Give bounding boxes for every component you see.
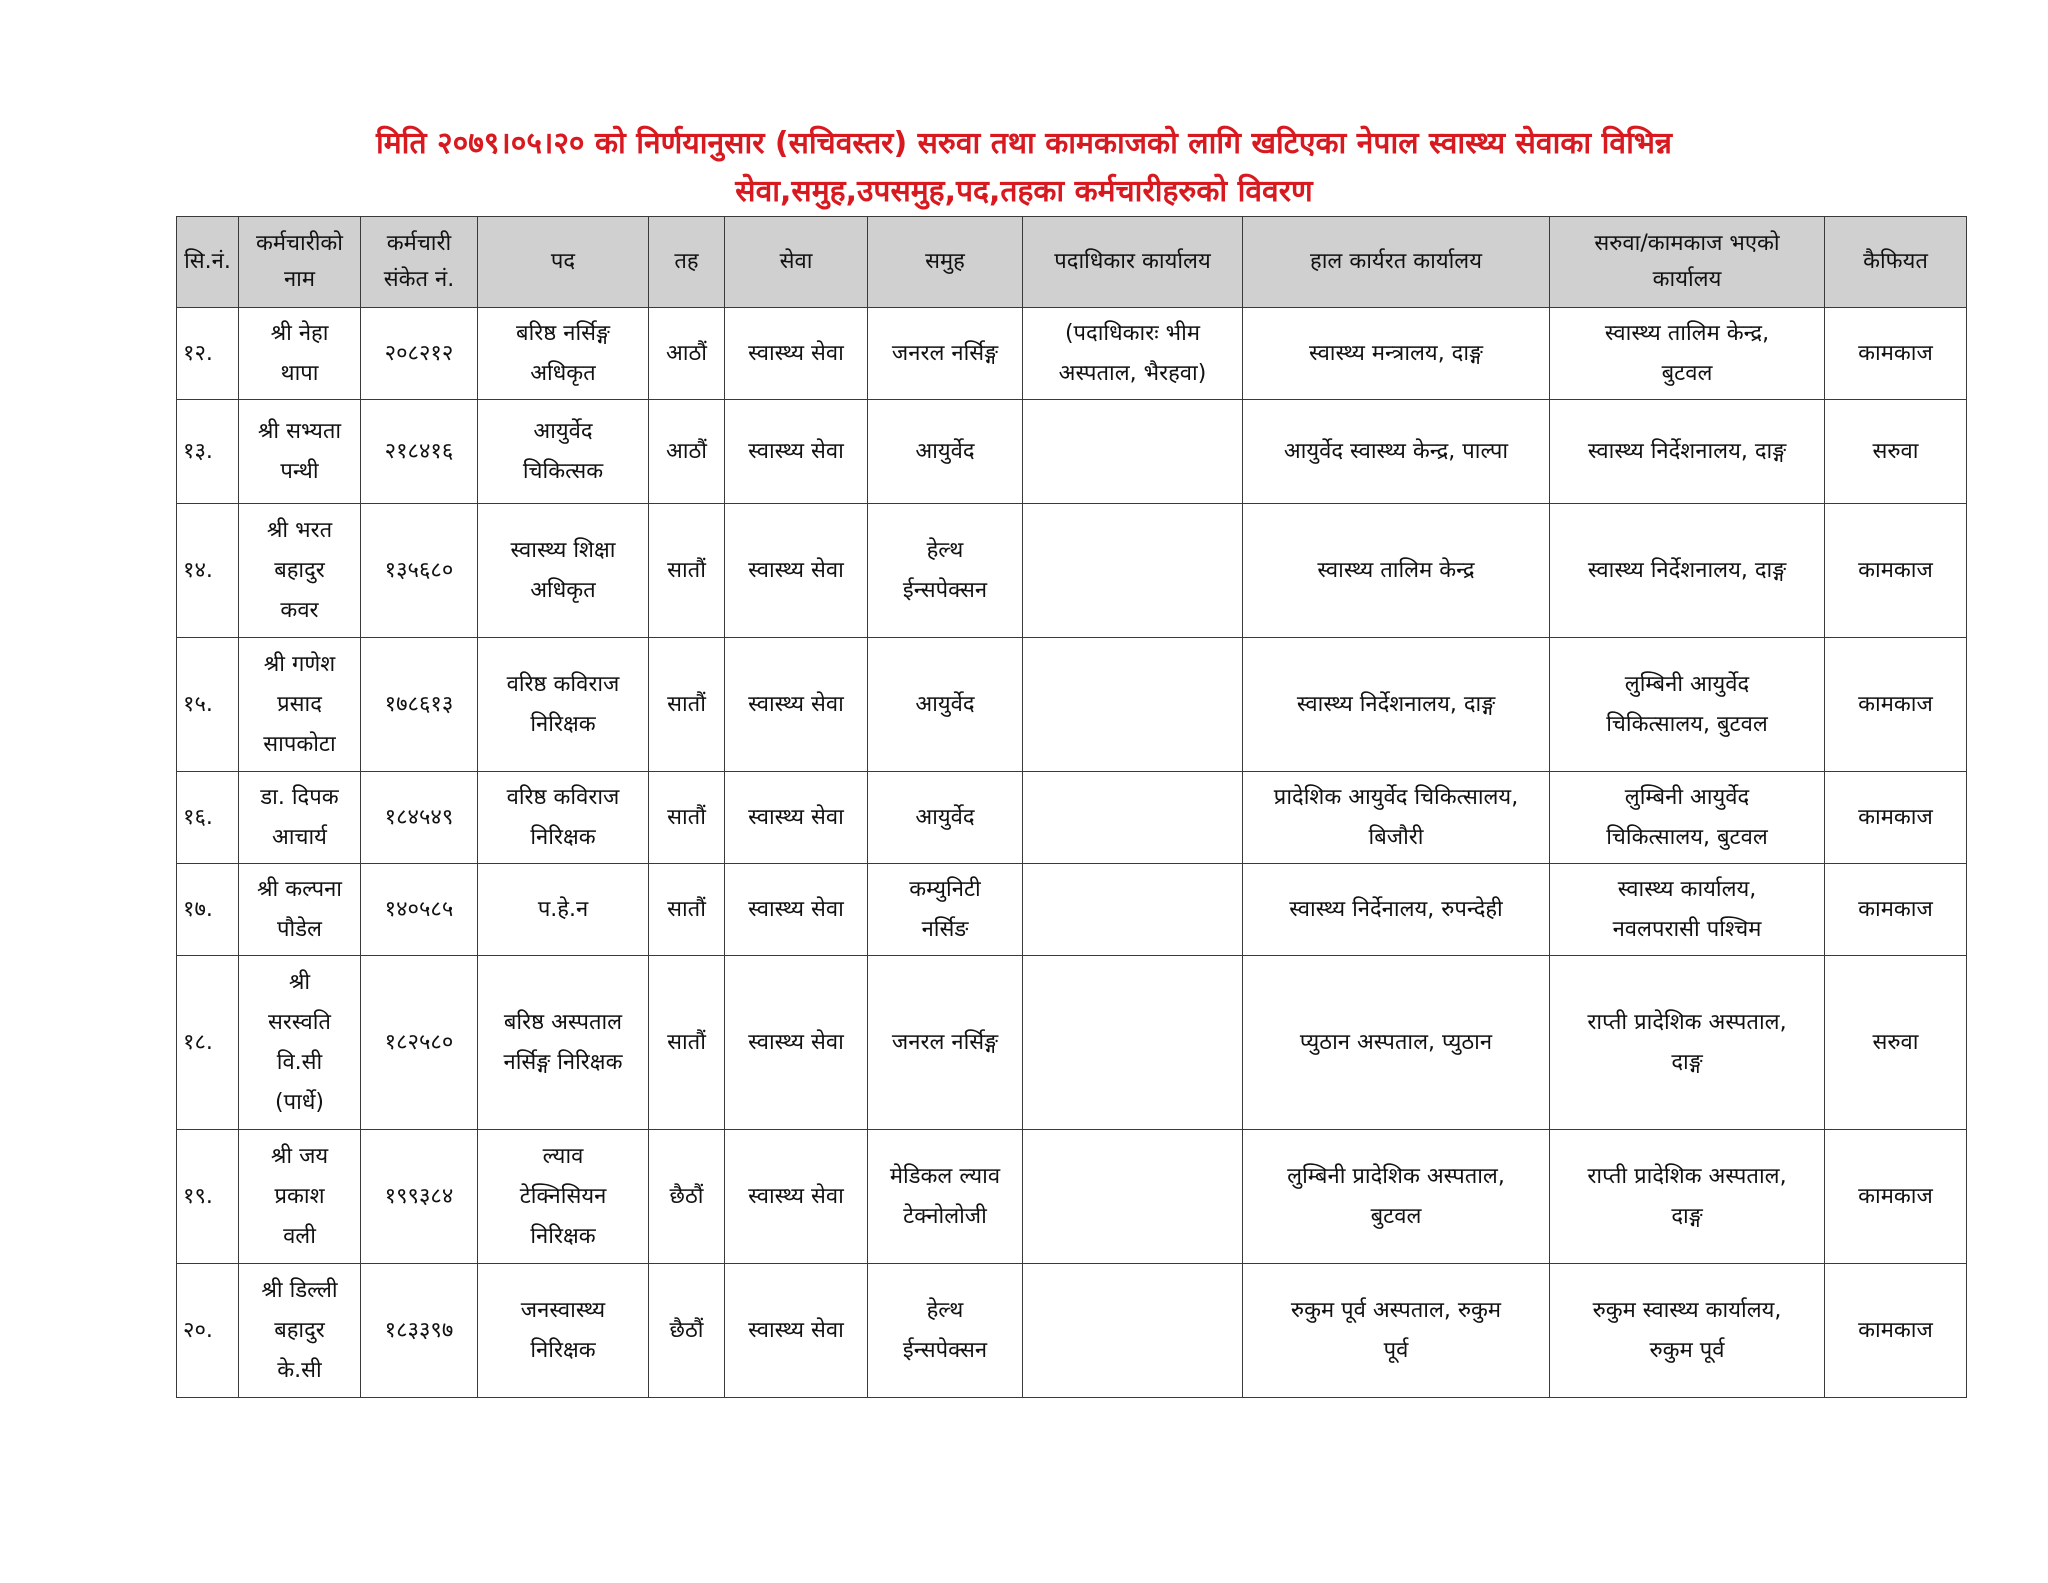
cell-service: स्वास्थ्य सेवा <box>725 1130 868 1264</box>
cell-group: हेल्थ ईन्सपेक्सन <box>868 504 1023 638</box>
header-group: समुह <box>868 217 1023 308</box>
cell-current-office: स्वास्थ्य मन्त्रालय, दाङ्ग <box>1243 308 1550 400</box>
table-row <box>177 504 1967 638</box>
cell-post: स्वास्थ्य शिक्षा अधिकृत <box>478 504 649 638</box>
cell-lien-office <box>1023 1130 1243 1264</box>
table-header-row <box>177 217 1967 308</box>
cell-group: हेल्थ ईन्सपेक्सन <box>868 1264 1023 1398</box>
cell-current-office: प्युठान अस्पताल, प्युठान <box>1243 956 1550 1130</box>
header-level: तह <box>649 217 725 308</box>
cell-service: स्वास्थ्य सेवा <box>725 308 868 400</box>
cell-serial-number: १२. <box>177 308 239 400</box>
cell-transfer-office: राप्ती प्रादेशिक अस्पताल, दाङ्ग <box>1550 956 1825 1130</box>
cell-employee-code: १४०५८५ <box>361 864 478 956</box>
cell-post: बरिष्ठ नर्सिङ्ग अधिकृत <box>478 308 649 400</box>
cell-transfer-office: रुकुम स्वास्थ्य कार्यालय, रुकुम पूर्व <box>1550 1264 1825 1398</box>
header-serial-number: सि.नं. <box>177 217 239 308</box>
header-post: पद <box>478 217 649 308</box>
cell-level: सातौं <box>649 956 725 1130</box>
cell-employee-code: १८३३९७ <box>361 1264 478 1398</box>
cell-employee-name: श्री भरत बहादुर कवर <box>239 504 361 638</box>
cell-post: जनस्वास्थ्य निरिक्षक <box>478 1264 649 1398</box>
cell-service: स्वास्थ्य सेवा <box>725 956 868 1130</box>
cell-post: प.हे.न <box>478 864 649 956</box>
cell-lien-office <box>1023 638 1243 772</box>
cell-serial-number: १४. <box>177 504 239 638</box>
cell-group: मेडिकल ल्याव टेक्नोलोजी <box>868 1130 1023 1264</box>
cell-current-office: लुम्बिनी प्रादेशिक अस्पताल, बुटवल <box>1243 1130 1550 1264</box>
cell-current-office: स्वास्थ्य तालिम केन्द्र <box>1243 504 1550 638</box>
header-employee-name: कर्मचारीको नाम <box>239 217 361 308</box>
cell-lien-office <box>1023 1264 1243 1398</box>
cell-serial-number: १७. <box>177 864 239 956</box>
cell-transfer-office: स्वास्थ्य निर्देशनालय, दाङ्ग <box>1550 400 1825 504</box>
cell-service: स्वास्थ्य सेवा <box>725 400 868 504</box>
title-line-2: सेवा,समुह,उपसमुह,पद,तहका कर्मचारीहरुको विवरण <box>735 174 1313 209</box>
cell-lien-office: (पदाधिकारः भीम अस्पताल, भैरहवा) <box>1023 308 1243 400</box>
table-row <box>177 864 1967 956</box>
cell-employee-name: श्री नेहा थापा <box>239 308 361 400</box>
cell-employee-code: १३५६८० <box>361 504 478 638</box>
cell-remarks: कामकाज <box>1825 864 1967 956</box>
header-lien-office: पदाधिकार कार्यालय <box>1023 217 1243 308</box>
cell-serial-number: १३. <box>177 400 239 504</box>
table-row <box>177 400 1967 504</box>
cell-current-office: स्वास्थ्य निर्देशनालय, दाङ्ग <box>1243 638 1550 772</box>
cell-group: जनरल नर्सिङ्ग <box>868 956 1023 1130</box>
cell-employee-name: श्री कल्पना पौडेल <box>239 864 361 956</box>
table-row <box>177 772 1967 864</box>
cell-post: आयुर्वेद चिकित्सक <box>478 400 649 504</box>
cell-transfer-office: स्वास्थ्य तालिम केन्द्र, बुटवल <box>1550 308 1825 400</box>
cell-employee-name: श्री गणेश प्रसाद सापकोटा <box>239 638 361 772</box>
cell-remarks: कामकाज <box>1825 772 1967 864</box>
cell-transfer-office: लुम्बिनी आयुर्वेद चिकित्सालय, बुटवल <box>1550 772 1825 864</box>
cell-transfer-office: राप्ती प्रादेशिक अस्पताल, दाङ्ग <box>1550 1130 1825 1264</box>
cell-service: स्वास्थ्य सेवा <box>725 504 868 638</box>
cell-employee-name: श्री डिल्ली बहादुर के.सी <box>239 1264 361 1398</box>
cell-lien-office <box>1023 864 1243 956</box>
cell-serial-number: १८. <box>177 956 239 1130</box>
table-body <box>177 308 1967 1398</box>
cell-post: वरिष्ठ कविराज निरिक्षक <box>478 638 649 772</box>
cell-transfer-office: स्वास्थ्य निर्देशनालय, दाङ्ग <box>1550 504 1825 638</box>
cell-service: स्वास्थ्य सेवा <box>725 864 868 956</box>
cell-remarks: कामकाज <box>1825 1264 1967 1398</box>
cell-transfer-office: स्वास्थ्य कार्यालय, नवलपरासी पश्चिम <box>1550 864 1825 956</box>
cell-level: छैठौं <box>649 1264 725 1398</box>
cell-post: वरिष्ठ कविराज निरिक्षक <box>478 772 649 864</box>
cell-current-office: रुकुम पूर्व अस्पताल, रुकुम पूर्व <box>1243 1264 1550 1398</box>
cell-group: आयुर्वेद <box>868 638 1023 772</box>
cell-group: कम्युनिटी नर्सिङ <box>868 864 1023 956</box>
cell-level: सातौं <box>649 864 725 956</box>
header-remarks: कैफियत <box>1825 217 1967 308</box>
cell-employee-code: २०८२१२ <box>361 308 478 400</box>
cell-remarks: सरुवा <box>1825 400 1967 504</box>
cell-lien-office <box>1023 772 1243 864</box>
table-row <box>177 308 1967 400</box>
cell-employee-code: २१८४१६ <box>361 400 478 504</box>
cell-employee-code: १८४५४९ <box>361 772 478 864</box>
document-title <box>0 120 2048 216</box>
cell-level: आठौं <box>649 400 725 504</box>
cell-service: स्वास्थ्य सेवा <box>725 638 868 772</box>
cell-level: आठौं <box>649 308 725 400</box>
cell-post: ल्याव टेक्निसियन निरिक्षक <box>478 1130 649 1264</box>
cell-group: जनरल नर्सिङ्ग <box>868 308 1023 400</box>
cell-group: आयुर्वेद <box>868 400 1023 504</box>
cell-remarks: कामकाज <box>1825 308 1967 400</box>
cell-employee-name: डा. दिपक आचार्य <box>239 772 361 864</box>
cell-serial-number: १६. <box>177 772 239 864</box>
cell-lien-office <box>1023 956 1243 1130</box>
cell-service: स्वास्थ्य सेवा <box>725 1264 868 1398</box>
cell-serial-number: २०. <box>177 1264 239 1398</box>
cell-employee-name: श्री सभ्यता पन्थी <box>239 400 361 504</box>
cell-current-office: आयुर्वेद स्वास्थ्य केन्द्र, पाल्पा <box>1243 400 1550 504</box>
cell-employee-code: १९९३८४ <box>361 1130 478 1264</box>
table-row <box>177 1264 1967 1398</box>
cell-level: सातौं <box>649 772 725 864</box>
cell-service: स्वास्थ्य सेवा <box>725 772 868 864</box>
cell-lien-office <box>1023 504 1243 638</box>
cell-remarks: कामकाज <box>1825 1130 1967 1264</box>
cell-employee-code: १८२५८० <box>361 956 478 1130</box>
cell-remarks: सरुवा <box>1825 956 1967 1130</box>
cell-level: छैठौं <box>649 1130 725 1264</box>
title-line-1: मिति २०७९।०५।२० को निर्णयानुसार (सचिवस्तर) सरुवा तथा कामकाजको लागि खटिएका नेपाल स्वास्थ्य सेवाका विभिन्न <box>375 126 1673 161</box>
employee-transfer-table <box>176 216 1967 1398</box>
table-row <box>177 1130 1967 1264</box>
cell-current-office: स्वास्थ्य निर्देनालय, रुपन्देही <box>1243 864 1550 956</box>
cell-level: सातौं <box>649 504 725 638</box>
cell-level: सातौं <box>649 638 725 772</box>
table-row <box>177 638 1967 772</box>
cell-group: आयुर्वेद <box>868 772 1023 864</box>
cell-remarks: कामकाज <box>1825 504 1967 638</box>
cell-lien-office <box>1023 400 1243 504</box>
header-current-office: हाल कार्यरत कार्यालय <box>1243 217 1550 308</box>
cell-employee-name: श्री जय प्रकाश वली <box>239 1130 361 1264</box>
cell-remarks: कामकाज <box>1825 638 1967 772</box>
cell-post: बरिष्ठ अस्पताल नर्सिङ्ग निरिक्षक <box>478 956 649 1130</box>
header-employee-code: कर्मचारी संकेत नं. <box>361 217 478 308</box>
cell-serial-number: १५. <box>177 638 239 772</box>
table-row <box>177 956 1967 1130</box>
cell-employee-name: श्री सरस्वति वि.सी (पार्धे) <box>239 956 361 1130</box>
header-transfer-office: सरुवा/कामकाज भएको कार्यालय <box>1550 217 1825 308</box>
header-service: सेवा <box>725 217 868 308</box>
cell-serial-number: १९. <box>177 1130 239 1264</box>
cell-employee-code: १७८६१३ <box>361 638 478 772</box>
cell-current-office: प्रादेशिक आयुर्वेद चिकित्सालय, बिजौरी <box>1243 772 1550 864</box>
cell-transfer-office: लुम्बिनी आयुर्वेद चिकित्सालय, बुटवल <box>1550 638 1825 772</box>
